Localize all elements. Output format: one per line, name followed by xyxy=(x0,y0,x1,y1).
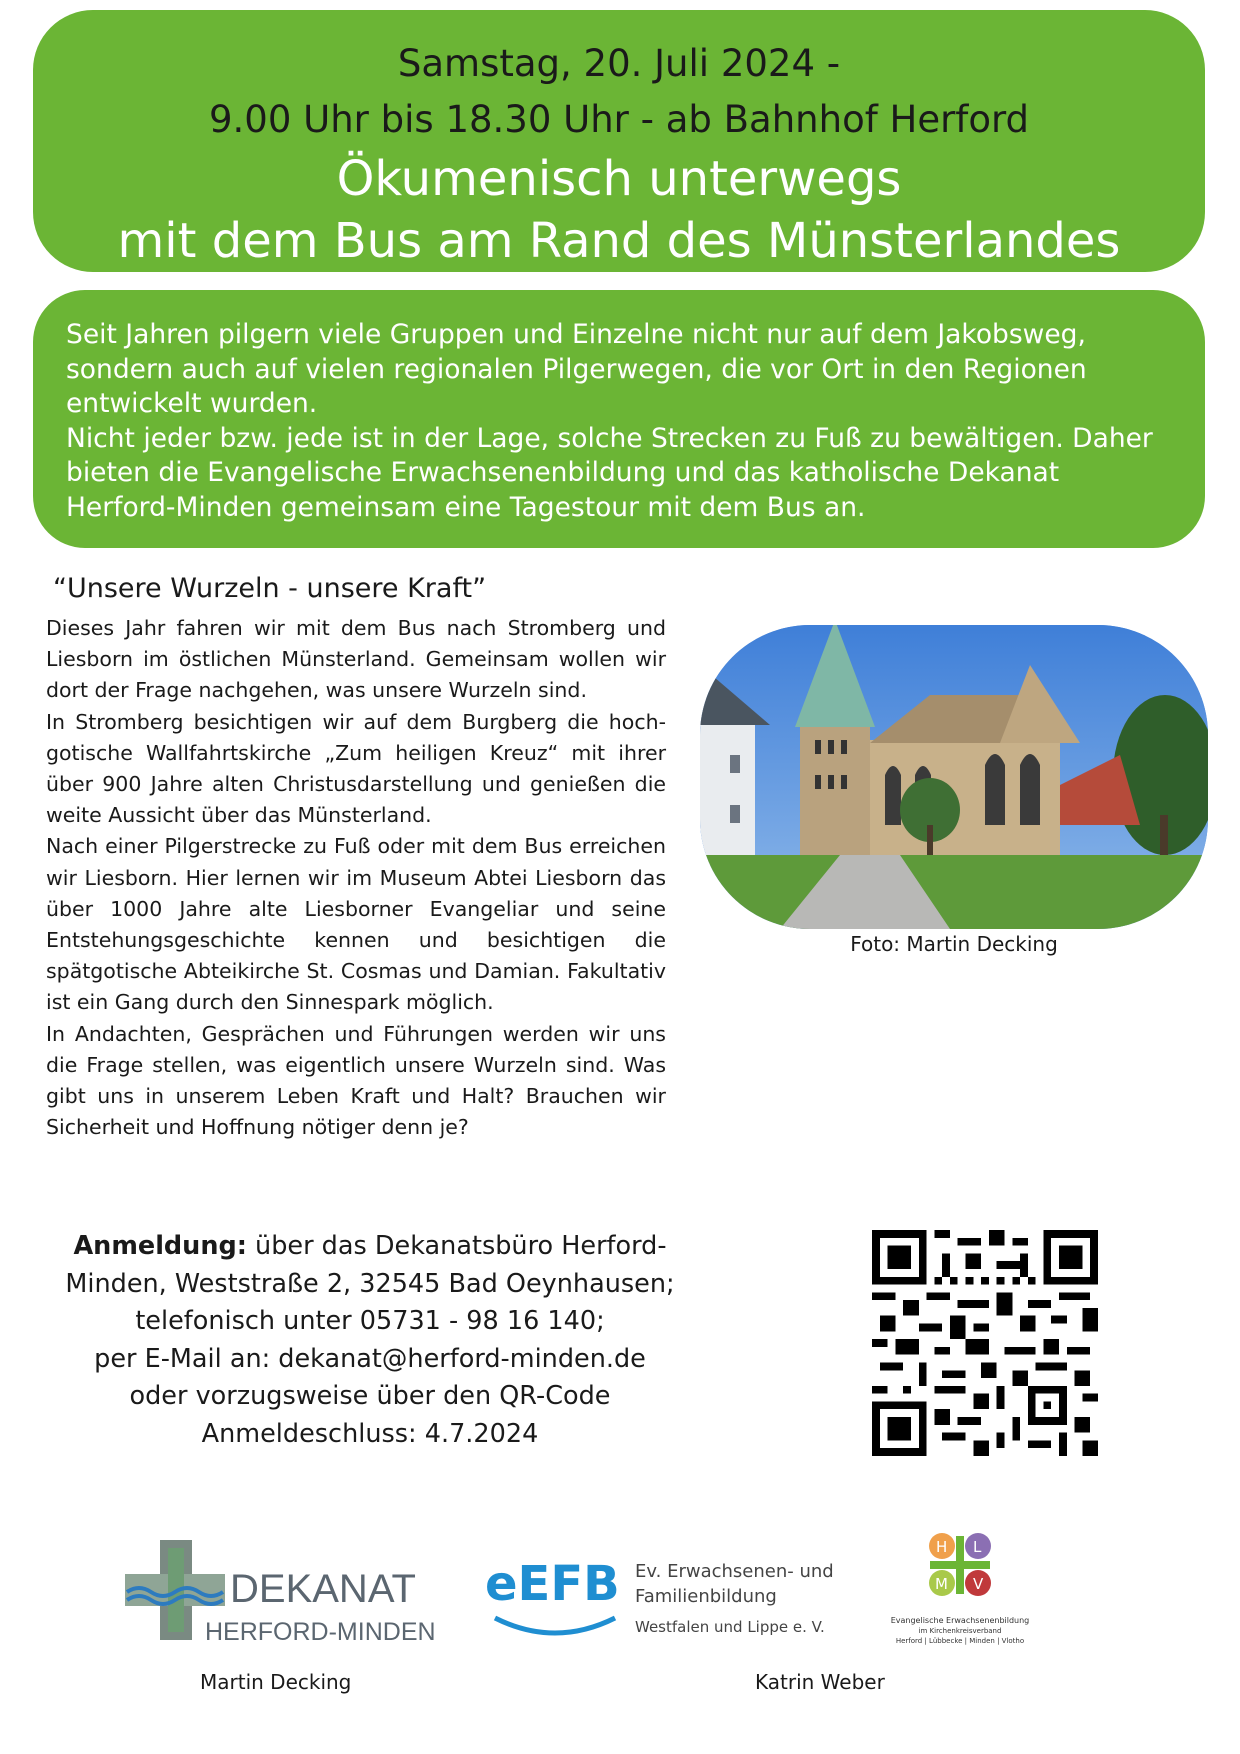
efb-logo-line3: Westfalen und Lippe e. V. xyxy=(635,1618,825,1636)
hlmv-caption-3: Herford | Lübbecke | Minden | Vlotho xyxy=(895,1637,1025,1645)
article-paragraph: In Stromberg besichtigen wir auf dem Burgberg die hoch-gotische Wallfahrtskirche „Zum heiligen Kreuz“ mit ihrer über 900 Jahre alten Christusdarstellung und genießen die weite Aussicht über das Münsterland. xyxy=(46,709,666,828)
hlmv-caption-2: im Kirchenkreisverband xyxy=(918,1627,1002,1635)
signature-right: Katrin Weber xyxy=(755,1670,885,1694)
hlmv-letter-h: H xyxy=(936,1538,948,1556)
article-paragraph: Dieses Jahr fahren wir mit dem Bus nach Stromberg und Liesborn im östlichen Münsterland. Gemeinsam wollen wir dort der Frage nachgehen, was unsere Wurzeln sind. xyxy=(46,616,666,703)
intro-text xyxy=(66,318,1176,525)
header-banner xyxy=(33,10,1205,272)
dekanat-logo xyxy=(125,1540,445,1650)
article-paragraph: In Andachten, Gesprächen und Führungen werden wir uns die Frage stellen, was eigentlich unsere Wurzeln sind. Was gibt uns in unserem Leben Kraft und Halt? Brauchen wir Sicherheit und Hoffnung nötiger denn je? xyxy=(46,1021,666,1140)
hlmv-caption-1: Evangelische Erwachsenenbildung xyxy=(890,1616,1030,1625)
efb-logo xyxy=(485,1550,845,1650)
event-time-location: 9.00 Uhr bis 18.30 Uhr - ab Bahnhof Herford xyxy=(208,98,1030,141)
church-illustration xyxy=(700,625,1208,929)
registration-line2: Minden, Weststraße 2, 32545 Bad Oeynhausen; xyxy=(65,1268,675,1299)
registration-email[interactable]: per E-Mail an: dekanat@herford-minden.de xyxy=(94,1343,646,1374)
hlmv-logo xyxy=(890,1528,1040,1653)
hlmv-letter-v: V xyxy=(973,1575,984,1593)
intro-box xyxy=(33,290,1205,548)
event-title-line2: mit dem Bus am Rand des Münsterlandes xyxy=(117,213,1121,269)
efb-logo-wordmark: eEFB xyxy=(485,1556,620,1612)
intro-text-1: Seit Jahren pilgern viele Gruppen und Einzelne nicht nur auf dem Jakobsweg, sondern auch auf vielen regionalen Pilgerwegen, die vor Ort in den Regionen entwickelt wurden. xyxy=(66,319,1087,419)
signature-left: Martin Decking xyxy=(200,1670,352,1694)
registration-line1: Anmeldung: über das Dekanatsbüro Herford- xyxy=(73,1231,667,1261)
article-paragraph: Nach einer Pilgerstrecke zu Fuß oder mit dem Bus erreichen wir Liesborn. Hier lernen wir im Museum Abtei Liesborn das über 1000 Jahre alte Liesborner Evangeliar und seine Entstehungsgeschichte kennen und besichtigen die spätgotische Abteikirche St. Cosmas und Damian. Fakultativ ist ein Gang durch den Sinnespark möglich. xyxy=(46,834,666,1015)
church-photo xyxy=(700,625,1208,929)
hlmv-letter-m: M xyxy=(935,1575,948,1593)
photo-caption: Foto: Martin Decking xyxy=(850,932,1058,956)
article-body xyxy=(46,613,666,1143)
dekanat-logo-line2: HERFORD-MINDEN xyxy=(205,1618,436,1646)
registration-qr-hint: oder vorzugsweise über den QR-Code xyxy=(129,1381,611,1411)
event-title-line1: Ökumenisch unterwegs xyxy=(336,151,902,207)
registration-deadline: Anmeldeschluss: 4.7.2024 xyxy=(201,1418,539,1449)
event-date: Samstag, 20. Juli 2024 - xyxy=(397,42,841,85)
registration-label: Anmeldung: xyxy=(73,1231,247,1261)
efb-logo-line2: Familienbildung xyxy=(635,1586,777,1607)
registration-info xyxy=(40,1228,700,1453)
dekanat-logo-line1: DEKANAT xyxy=(230,1567,416,1611)
article-subtitle: “Unsere Wurzeln - unsere Kraft” xyxy=(53,573,487,604)
efb-logo-line1: Ev. Erwachsenen- und xyxy=(635,1561,834,1582)
qr-code[interactable] xyxy=(872,1230,1098,1456)
intro-text-2: Nicht jeder bzw. jede ist in der Lage, solche Strecken zu Fuß zu bewältigen. Daher bieten die Evangelische Erwachsenenbildung und das katholische Dekanat Herford-Minden gemeinsam eine Tagestour mit dem Bus an. xyxy=(66,422,1153,523)
hlmv-letter-l: L xyxy=(973,1538,982,1556)
registration-phone: telefonisch unter 05731 - 98 16 140; xyxy=(135,1306,605,1336)
